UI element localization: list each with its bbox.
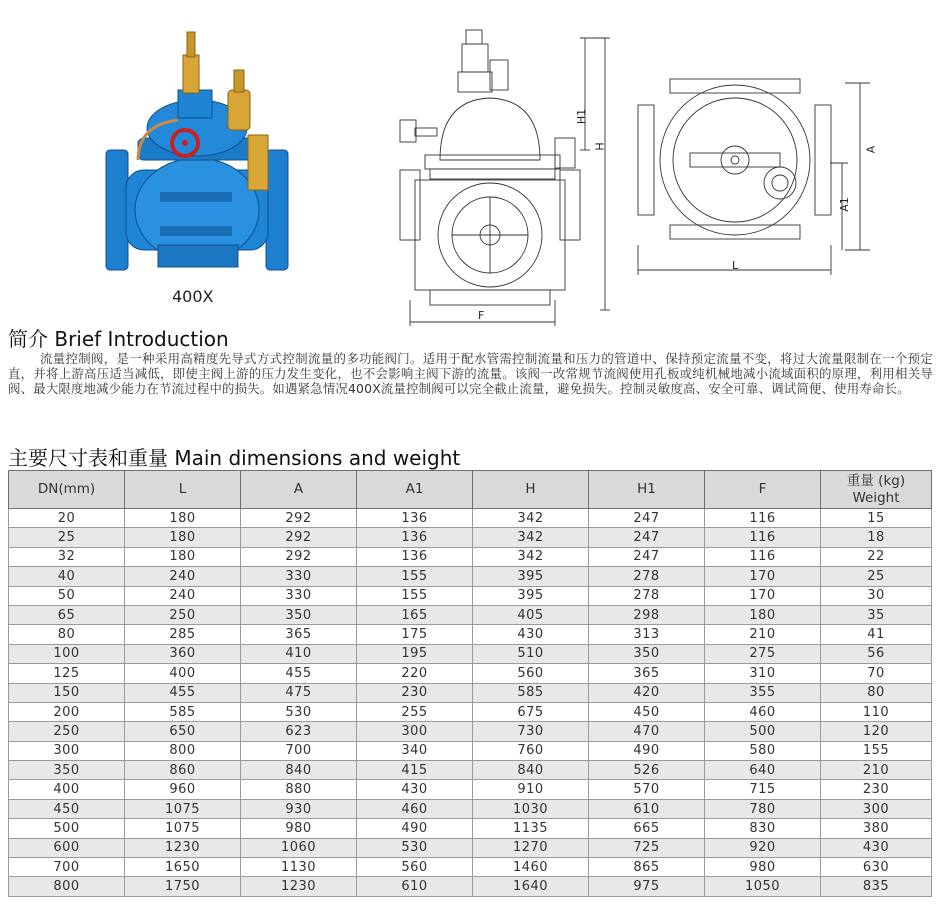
- table-cell: 285: [125, 625, 241, 644]
- table-cell: 300: [9, 741, 125, 760]
- table-cell: 700: [241, 741, 357, 760]
- table-cell: 136: [357, 509, 473, 528]
- table-cell: 450: [589, 702, 705, 721]
- header-a: A: [241, 471, 357, 509]
- table-row: [9, 567, 932, 586]
- header-dn: DN(mm): [9, 471, 125, 509]
- table-cell: 25: [9, 528, 125, 547]
- table-cell: 665: [589, 819, 705, 838]
- valve-photo: [98, 20, 298, 280]
- table-row: [9, 722, 932, 741]
- table-cell: 350: [9, 761, 125, 780]
- table-cell: 1130: [241, 858, 357, 877]
- table-cell: 623: [241, 722, 357, 741]
- table-cell: 560: [473, 664, 589, 683]
- table-cell: 1650: [125, 858, 241, 877]
- table-cell: 80: [9, 625, 125, 644]
- table-row: [9, 838, 932, 857]
- table-row: [9, 683, 932, 702]
- table-cell: 975: [589, 877, 705, 896]
- table-cell: 960: [125, 780, 241, 799]
- table-cell: 1230: [241, 877, 357, 896]
- dim-label-l: L: [732, 259, 739, 272]
- table-cell: 210: [821, 761, 932, 780]
- table-cell: 630: [821, 858, 932, 877]
- table-cell: 610: [357, 877, 473, 896]
- table-cell: 1270: [473, 838, 589, 857]
- table-cell: 730: [473, 722, 589, 741]
- table-cell: 910: [473, 780, 589, 799]
- table-cell: 330: [241, 567, 357, 586]
- table-cell: 395: [473, 586, 589, 605]
- table-cell: 500: [9, 819, 125, 838]
- table-cell: 298: [589, 605, 705, 624]
- table-cell: 50: [9, 586, 125, 605]
- table-cell: 22: [821, 547, 932, 566]
- intro-heading: 简介 Brief Introduction: [8, 327, 229, 351]
- table-row: [9, 586, 932, 605]
- table-cell: 430: [357, 780, 473, 799]
- table-cell: 430: [473, 625, 589, 644]
- table-cell: 80: [821, 683, 932, 702]
- table-cell: 830: [705, 819, 821, 838]
- table-cell: 275: [705, 644, 821, 663]
- table-cell: 15: [821, 509, 932, 528]
- table-cell: 136: [357, 547, 473, 566]
- table-cell: 180: [705, 605, 821, 624]
- table-cell: 920: [705, 838, 821, 857]
- table-row: [9, 547, 932, 566]
- table-row: [9, 605, 932, 624]
- table-cell: 1750: [125, 877, 241, 896]
- table-cell: 116: [705, 547, 821, 566]
- table-cell: 415: [357, 761, 473, 780]
- figures-area: [0, 0, 940, 330]
- table-cell: 180: [125, 509, 241, 528]
- table-cell: 1075: [125, 799, 241, 818]
- table-cell: 840: [473, 761, 589, 780]
- table-cell: 255: [357, 702, 473, 721]
- table-cell: 835: [821, 877, 932, 896]
- table-cell: 980: [705, 858, 821, 877]
- header-weight-cn: 重量 (kg): [846, 472, 906, 489]
- table-row: [9, 741, 932, 760]
- table-row: [9, 509, 932, 528]
- table-heading: 主要尺寸表和重量 Main dimensions and weight: [8, 446, 461, 470]
- table-cell: 360: [125, 644, 241, 663]
- table-cell: 300: [821, 799, 932, 818]
- table-cell: 880: [241, 780, 357, 799]
- table-cell: 460: [357, 799, 473, 818]
- table-cell: 1230: [125, 838, 241, 857]
- table-cell: 247: [589, 509, 705, 528]
- table-header-row: [9, 471, 932, 509]
- table-cell: 450: [9, 799, 125, 818]
- table-cell: 300: [357, 722, 473, 741]
- table-row: [9, 858, 932, 877]
- table-cell: 580: [705, 741, 821, 760]
- table-row: [9, 780, 932, 799]
- dimensions-table: [8, 470, 932, 897]
- table-cell: 292: [241, 528, 357, 547]
- table-row: [9, 877, 932, 896]
- table-cell: 342: [473, 547, 589, 566]
- table-cell: 278: [589, 586, 705, 605]
- table-cell: 40: [9, 567, 125, 586]
- table-cell: 180: [125, 547, 241, 566]
- table-cell: 310: [705, 664, 821, 683]
- table-cell: 180: [125, 528, 241, 547]
- table-cell: 500: [705, 722, 821, 741]
- table-cell: 170: [705, 586, 821, 605]
- table-cell: 585: [125, 702, 241, 721]
- table-cell: 240: [125, 586, 241, 605]
- dim-label-h: H: [593, 142, 607, 151]
- table-cell: 560: [357, 858, 473, 877]
- table-cell: 930: [241, 799, 357, 818]
- table-cell: 380: [821, 819, 932, 838]
- table-cell: 150: [9, 683, 125, 702]
- table-cell: 292: [241, 509, 357, 528]
- table-cell: 25: [821, 567, 932, 586]
- table-cell: 650: [125, 722, 241, 741]
- table-cell: 35: [821, 605, 932, 624]
- table-cell: 490: [357, 819, 473, 838]
- table-cell: 365: [241, 625, 357, 644]
- table-cell: 220: [357, 664, 473, 683]
- table-cell: 330: [241, 586, 357, 605]
- header-h1: H1: [589, 471, 705, 509]
- table-cell: 865: [589, 858, 705, 877]
- table-cell: 230: [357, 683, 473, 702]
- table-cell: 200: [9, 702, 125, 721]
- table-cell: 56: [821, 644, 932, 663]
- table-cell: 860: [125, 761, 241, 780]
- table-cell: 640: [705, 761, 821, 780]
- table-cell: 510: [473, 644, 589, 663]
- table-cell: 400: [125, 664, 241, 683]
- table-cell: 675: [473, 702, 589, 721]
- table-cell: 490: [589, 741, 705, 760]
- header-l: L: [125, 471, 241, 509]
- table-cell: 530: [357, 838, 473, 857]
- table-cell: 700: [9, 858, 125, 877]
- header-weight-en: Weight: [852, 489, 900, 506]
- table-cell: 405: [473, 605, 589, 624]
- table-cell: 100: [9, 644, 125, 663]
- table-cell: 342: [473, 528, 589, 547]
- table-cell: 292: [241, 547, 357, 566]
- table-cell: 395: [473, 567, 589, 586]
- header-f: F: [705, 471, 821, 509]
- table-row: [9, 528, 932, 547]
- table-cell: 1030: [473, 799, 589, 818]
- table-cell: 350: [241, 605, 357, 624]
- intro-paragraph: 流量控制阀，是一种采用高精度先导式方式控制流量的多功能阀门。适用于配水管需控制流量和压力的管道中、保持预定流量不变，将过大流量限制在一个预定直，并将上游高压适当减低，即使主阀上游的压力发生变化，也不会影响主阀下游的流量。该阀一改常规节流阀使用孔板或纯机械地减小流域面积的原理，利用相关导阀、最大限度地减少能力在节流过程中的损失。如遇紧急情况400X流量控制阀可以完全截止流量，避免损失。控制灵敏度高、安全可靠、调试简便、使用寿命长。: [8, 351, 933, 396]
- table-cell: 32: [9, 547, 125, 566]
- table-cell: 760: [473, 741, 589, 760]
- table-cell: 600: [9, 838, 125, 857]
- table-cell: 470: [589, 722, 705, 741]
- table-cell: 1640: [473, 877, 589, 896]
- table-cell: 41: [821, 625, 932, 644]
- table-row: [9, 702, 932, 721]
- table-cell: 240: [125, 567, 241, 586]
- table-cell: 725: [589, 838, 705, 857]
- table-cell: 30: [821, 586, 932, 605]
- table-cell: 18: [821, 528, 932, 547]
- table-cell: 365: [589, 664, 705, 683]
- table-cell: 585: [473, 683, 589, 702]
- dim-label-a: A: [864, 145, 878, 154]
- front-view-drawing: [370, 20, 630, 330]
- table-cell: 116: [705, 528, 821, 547]
- table-cell: 526: [589, 761, 705, 780]
- table-cell: 840: [241, 761, 357, 780]
- header-weight: [821, 471, 932, 509]
- table-cell: 155: [357, 586, 473, 605]
- table-cell: 247: [589, 528, 705, 547]
- table-cell: 460: [705, 702, 821, 721]
- table-cell: 210: [705, 625, 821, 644]
- table-cell: 350: [589, 644, 705, 663]
- table-cell: 250: [125, 605, 241, 624]
- table-cell: 610: [589, 799, 705, 818]
- table-cell: 20: [9, 509, 125, 528]
- table-cell: 1075: [125, 819, 241, 838]
- table-cell: 410: [241, 644, 357, 663]
- table-cell: 170: [705, 567, 821, 586]
- table-cell: 125: [9, 664, 125, 683]
- table-cell: 400: [9, 780, 125, 799]
- table-cell: 1060: [241, 838, 357, 857]
- table-cell: 230: [821, 780, 932, 799]
- table-cell: 1135: [473, 819, 589, 838]
- header-a1: A1: [357, 471, 473, 509]
- table-cell: 116: [705, 509, 821, 528]
- dim-label-a1: A1: [837, 197, 851, 212]
- table-row: [9, 644, 932, 663]
- table-cell: 65: [9, 605, 125, 624]
- table-cell: 475: [241, 683, 357, 702]
- table-cell: 980: [241, 819, 357, 838]
- table-row: [9, 625, 932, 644]
- table-cell: 455: [125, 683, 241, 702]
- table-cell: 715: [705, 780, 821, 799]
- table-cell: 110: [821, 702, 932, 721]
- table-row: [9, 819, 932, 838]
- table-cell: 780: [705, 799, 821, 818]
- table-cell: 165: [357, 605, 473, 624]
- table-cell: 800: [9, 877, 125, 896]
- table-cell: 247: [589, 547, 705, 566]
- dim-label-f: F: [478, 309, 485, 322]
- top-view-drawing: [630, 65, 880, 280]
- table-cell: 155: [821, 741, 932, 760]
- table-cell: 1050: [705, 877, 821, 896]
- table-cell: 420: [589, 683, 705, 702]
- table-cell: 136: [357, 528, 473, 547]
- table-cell: 120: [821, 722, 932, 741]
- table-cell: 195: [357, 644, 473, 663]
- table-cell: 250: [9, 722, 125, 741]
- table-cell: 800: [125, 741, 241, 760]
- header-h: H: [473, 471, 589, 509]
- table-cell: 455: [241, 664, 357, 683]
- table-row: [9, 799, 932, 818]
- table-cell: 278: [589, 567, 705, 586]
- table-cell: 355: [705, 683, 821, 702]
- table-cell: 530: [241, 702, 357, 721]
- table-cell: 155: [357, 567, 473, 586]
- table-cell: 340: [357, 741, 473, 760]
- table-body: [9, 509, 932, 897]
- table-row: [9, 664, 932, 683]
- table-cell: 570: [589, 780, 705, 799]
- table-cell: 313: [589, 625, 705, 644]
- photo-caption: 400X: [172, 287, 214, 306]
- table-row: [9, 761, 932, 780]
- table-cell: 175: [357, 625, 473, 644]
- dim-label-h1: H1: [575, 108, 589, 125]
- table-cell: 342: [473, 509, 589, 528]
- table-cell: 70: [821, 664, 932, 683]
- table-cell: 1460: [473, 858, 589, 877]
- table-cell: 430: [821, 838, 932, 857]
